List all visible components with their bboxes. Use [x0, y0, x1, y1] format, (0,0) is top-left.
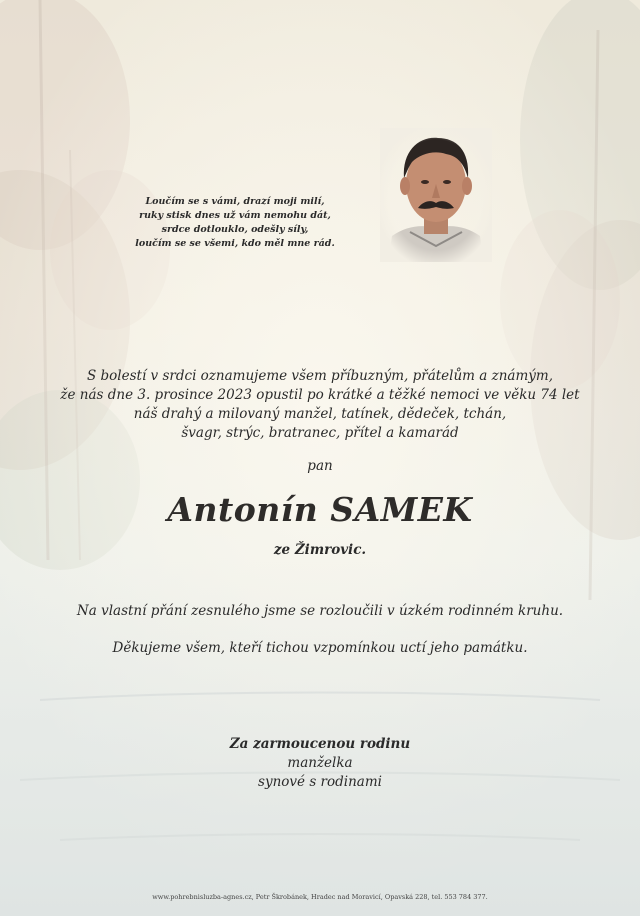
- poem-line: loučím se se všemi, kdo měl mne rád.: [135, 238, 335, 249]
- footer-contact: www.pohrebnisluzba-agnes.cz, Petr Škrobánek, Hradec nad Moravicí, Opavská 228, tel. 553 784 377.: [152, 893, 488, 901]
- family-member: synové s rodinami: [258, 774, 382, 790]
- poem-line: srdce dotlouklo, odešly síly,: [161, 224, 309, 235]
- family-member: manželka: [287, 755, 353, 771]
- poem-line: ruky stisk dnes už vám nemohu dát,: [139, 210, 331, 221]
- announcement-line: švagr, strýc, bratranec, přítel a kamarád: [181, 425, 459, 441]
- family-signature: [0, 735, 640, 792]
- name-prefix: pan: [307, 458, 333, 474]
- announcement-line: náš drahý a milovaný manžel, tatínek, dědeček, tchán,: [133, 406, 507, 422]
- thanks-note: Děkujeme všem, kteří tichou vzpomínkou uctí jeho památku.: [112, 640, 528, 656]
- poem-line: Loučím se s vámi, drazí moji milí,: [145, 196, 325, 207]
- farewell-note: Na vlastní přání zesnulého jsme se rozloučili v úzkém rodinném kruhu.: [76, 603, 564, 619]
- deceased-name: Antonín SAMEK: [167, 490, 473, 529]
- announcement-line: že nás dne 3. prosince 2023 opustil po krátké a těžké nemoci ve věku 74 let: [60, 387, 580, 403]
- announcement: [0, 367, 640, 443]
- poem: [120, 195, 350, 251]
- deceased-origin: ze Žimrovic.: [273, 542, 367, 558]
- portrait-photo: [380, 128, 492, 262]
- announcement-line: S bolestí v srdci oznamujeme všem příbuzným, přátelům a známým,: [86, 368, 553, 384]
- family-heading: Za zarmoucenou rodinu: [229, 736, 411, 752]
